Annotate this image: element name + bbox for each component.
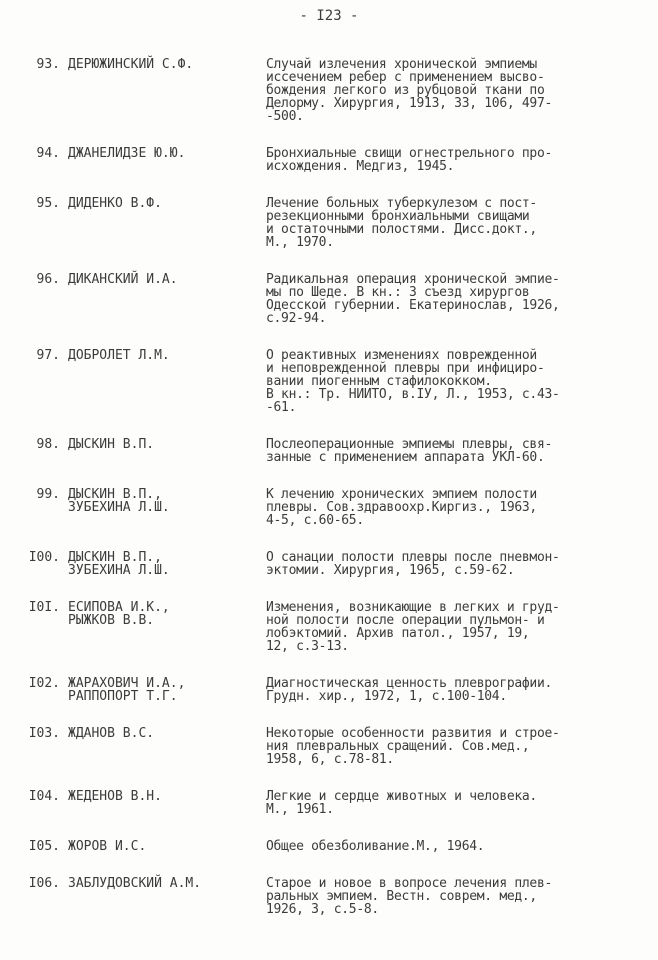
citation-line: ральных эмпием. Вестн. соврем. мед.,: [266, 889, 537, 904]
citation-line: 1926, 3, с.5-8.: [266, 902, 379, 917]
citation-line: ния плевральных сращений. Сов.мед.,: [266, 739, 530, 754]
citation-line: 4-5, с.60-65.: [266, 513, 364, 528]
author-line: ЖОРОВ И.С.: [68, 839, 147, 854]
entry-citation: [266, 349, 616, 414]
page-number: - I23 -: [299, 8, 359, 24]
bibliography-entry: [0, 677, 658, 703]
citation-line: иссечением ребер с применением высво-: [266, 70, 545, 85]
citation-line: В кн.: Тр. НИИТО, в.IУ, Л., 1953, с.43-: [266, 387, 560, 402]
citation-line: лобэктомий. Архив патол., 1957, 19,: [266, 626, 530, 641]
author-line: ЖЕДЕНОВ В.Н.: [68, 789, 162, 804]
author-line: РАППОПОРТ Т.Г.: [68, 689, 178, 704]
author-line: ДЫСКИН В.П.,: [68, 487, 162, 502]
citation-line: Общее обезболивание.М., 1964.: [266, 839, 485, 854]
bibliography-entry: [0, 438, 658, 464]
entry-authors: [68, 488, 266, 514]
bibliography-entry: [0, 349, 658, 414]
entry-authors: [68, 273, 266, 286]
citation-line: Радикальная операция хронической эмпие-: [266, 272, 560, 287]
citation-line: Послеоперационные эмпиемы плевры, свя-: [266, 437, 553, 452]
author-line: ДЫСКИН В.П.,: [68, 550, 162, 565]
entry-authors: [68, 197, 266, 210]
entry-number: 95.: [36, 196, 60, 211]
entry-citation: [266, 197, 616, 249]
citation-line: 1958, 6, с.78-81.: [266, 752, 394, 767]
entry-number: I06.: [28, 876, 60, 891]
author-line: ЖДАНОВ В.С.: [68, 726, 155, 741]
citation-line: ной полости после операции пульмон- и: [266, 613, 545, 628]
citation-line: Делорму. Хирургия, 1913, 33, 106, 497-: [266, 96, 553, 111]
citation-line: бождения легкого из рубцовой ткани по: [266, 83, 545, 98]
citation-line: Некоторые особенности развития и строе-: [266, 726, 560, 741]
citation-line: К лечению хронических эмпием полости: [266, 487, 537, 502]
citation-line: М., 1961.: [266, 802, 334, 817]
entry-authors: [68, 438, 266, 451]
entry-citation: [266, 488, 616, 527]
citation-line: Легкие и сердце животных и человека.: [266, 789, 537, 804]
author-line: ДЖАНЕЛИДЗЕ Ю.Ю.: [68, 146, 186, 161]
bibliography-entry: [0, 197, 658, 249]
bibliography-entry: [0, 727, 658, 766]
entry-number: I03.: [28, 726, 60, 741]
entry-number: 97.: [36, 348, 60, 363]
citation-line: Лечение больных туберкулезом с пост-: [266, 196, 537, 211]
entry-citation: [266, 601, 616, 653]
citation-line: Одесской губернии. Екатеринослав, 1926,: [266, 298, 560, 313]
bibliography-entry: [0, 877, 658, 916]
citation-line: -61.: [266, 400, 297, 415]
entry-citation: [266, 790, 616, 816]
bibliography-entry: [0, 790, 658, 816]
author-line: ДЫСКИН В.П.: [68, 437, 155, 452]
citation-line: Бронхиальные свищи огнестрельного про-: [266, 146, 553, 161]
author-line: ДОБРОЛЕТ Л.М.: [68, 348, 170, 363]
entry-authors: [68, 877, 266, 890]
entry-citation: [266, 877, 616, 916]
citation-line: М., 1970.: [266, 235, 334, 250]
author-line: ДИКАНСКИЙ И.А.: [68, 272, 178, 287]
entry-citation: [266, 438, 616, 464]
entry-authors: [68, 551, 266, 577]
entry-citation: [266, 551, 616, 577]
entry-number: 99.: [36, 487, 60, 502]
citation-line: исхождения. Медгиз, 1945.: [266, 159, 455, 174]
author-line: ДИДЕНКО В.Ф.: [68, 196, 162, 211]
citation-line: Старое и новое в вопросе лечения плев-: [266, 876, 553, 891]
author-line: ЖАРАХОВИЧ И.А.,: [68, 676, 186, 691]
bibliography-entry: [0, 58, 658, 123]
citation-line: эктомии. Хирургия, 1965, с.59-62.: [266, 563, 515, 578]
author-line: ДЕРЮЖИНСКИЙ С.Ф.: [68, 57, 194, 72]
entry-citation: [266, 840, 616, 853]
bibliography-entry: [0, 551, 658, 577]
entry-authors: [68, 840, 266, 853]
citation-line: О санации полости плевры после пневмон-: [266, 550, 560, 565]
entry-citation: [266, 273, 616, 325]
citation-line: плевры. Сов.здравоохр.Киргиз., 1963,: [266, 500, 537, 515]
citation-line: 12, с.3-13.: [266, 639, 349, 654]
entry-authors: [68, 147, 266, 160]
bibliography-entry: [0, 601, 658, 653]
entry-number: 93.: [36, 57, 60, 72]
entry-authors: [68, 601, 266, 627]
entry-authors: [68, 349, 266, 362]
citation-line: мы по Шеде. В кн.: 3 съезд хирургов: [266, 285, 530, 300]
citation-line: с.92-94.: [266, 311, 327, 326]
author-line: ЕСИПОВА И.К.,: [68, 600, 170, 615]
entry-number: I04.: [28, 789, 60, 804]
bibliography-entry: [0, 488, 658, 527]
bibliography-entry: [0, 840, 658, 853]
bibliography-entry: [0, 147, 658, 173]
citation-line: Диагностическая ценность плеврографии.: [266, 676, 553, 691]
author-line: ЗУБЕХИНА Л.Ш.: [68, 500, 170, 515]
entry-number: I05.: [28, 839, 60, 854]
entry-number: 98.: [36, 437, 60, 452]
entry-authors: [68, 790, 266, 803]
entry-number: I00.: [28, 550, 60, 565]
citation-line: Изменения, возникающие в легких и груд-: [266, 600, 560, 615]
entry-citation: [266, 58, 616, 123]
entry-citation: [266, 727, 616, 766]
entry-citation: [266, 147, 616, 173]
entry-number: 94.: [36, 146, 60, 161]
citation-line: резекционными бронхиальными свищами: [266, 209, 530, 224]
bibliography-list: [0, 58, 658, 940]
author-line: ЗАБЛУДОВСКИЙ А.М.: [68, 876, 202, 891]
citation-line: О реактивных изменениях поврежденной: [266, 348, 537, 363]
citation-line: и неповрежденной плевры при инфициро-: [266, 361, 545, 376]
entry-authors: [68, 677, 266, 703]
citation-line: -500.: [266, 109, 304, 124]
citation-line: вании пиогенным стафилококком.: [266, 374, 492, 389]
citation-line: Грудн. хир., 1972, 1, с.100-104.: [266, 689, 507, 704]
entry-number: 96.: [36, 272, 60, 287]
citation-line: Случай излечения хронической эмпиемы: [266, 57, 537, 72]
entry-number: I02.: [28, 676, 60, 691]
citation-line: занные с применением аппарата УКЛ-60.: [266, 450, 545, 465]
author-line: ЗУБЕХИНА Л.Ш.: [68, 563, 170, 578]
entry-authors: [68, 58, 266, 71]
author-line: РЫЖКОВ В.В.: [68, 613, 155, 628]
citation-line: и остаточными полостями. Дисс.докт.,: [266, 222, 537, 237]
entry-number: I0I.: [28, 600, 60, 615]
entry-authors: [68, 727, 266, 740]
bibliography-entry: [0, 273, 658, 325]
entry-citation: [266, 677, 616, 703]
